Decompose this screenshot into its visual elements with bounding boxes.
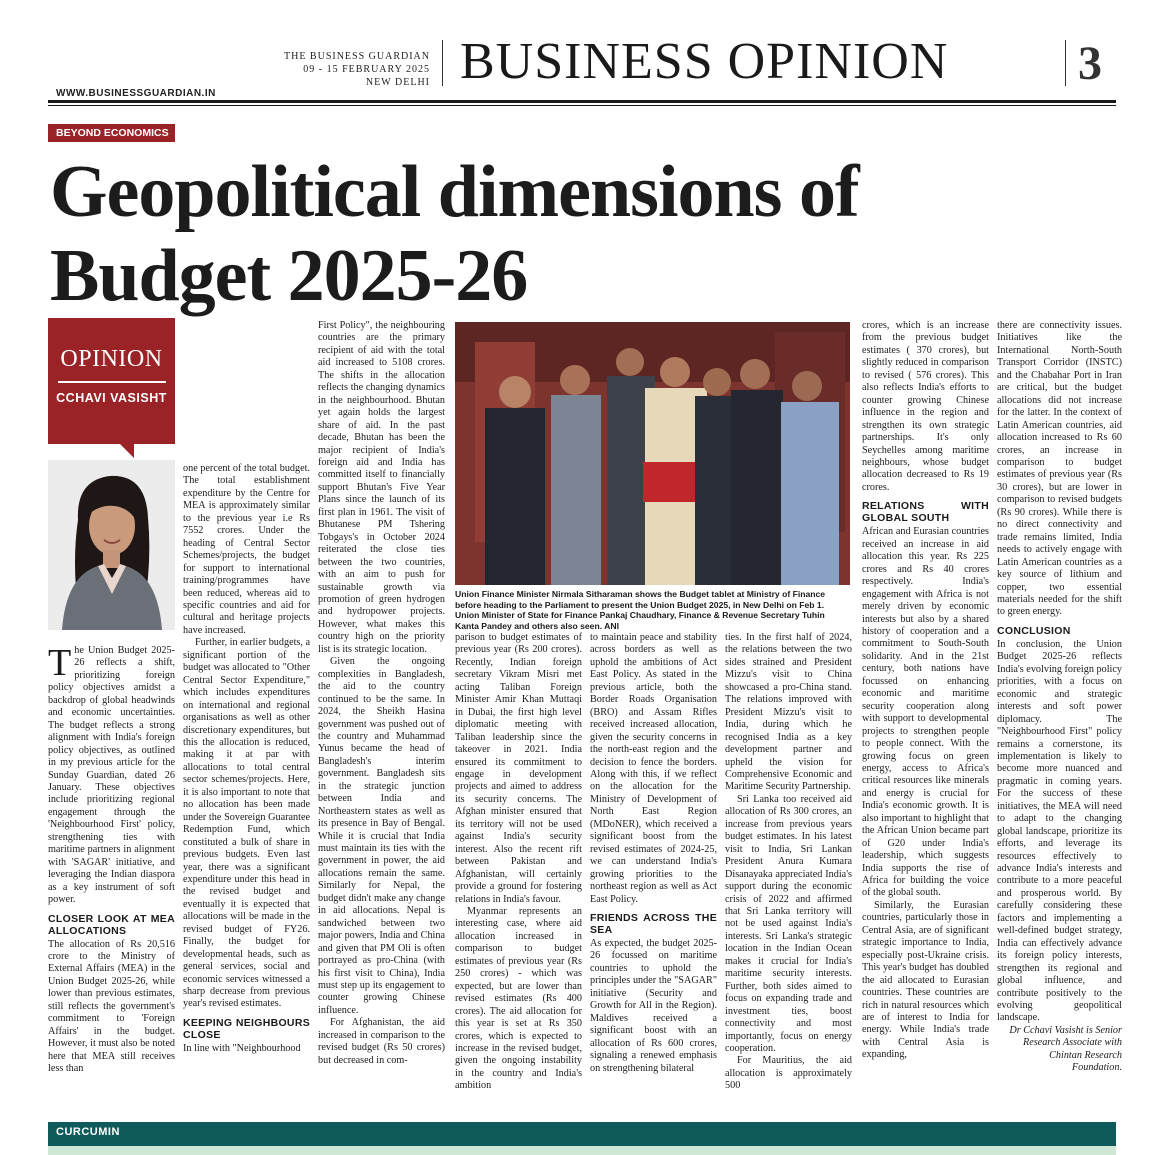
masthead-info <box>284 50 430 89</box>
paragraph: there are connectivity issues. Initiatives like the International North-South Transport Corridor (INSTC) and the Chabahar Port in Iran are critical, but the budget allocations did not increase for the latter. In the context of Latin American countries, aid allocation increased to Rs 60 crores, an increase in comparison to budget estimates of previous year (Rs 30 crores), but are lower in comparison to revised budgets (Rs 90 crores). While there is no direct connectivity and trade remains limited, India needs to actively engage with Latin American countries as a key source of lithium and copper, two essential materials needed for the shift to green energy. <box>997 320 1122 618</box>
author-portrait <box>48 460 175 630</box>
paragraph: one percent of the total budget. The total establishment expenditure by the Centre for MEA is approximately similar to the previous year i.e Rs 7552 crores. Under the heading of Central Sector Schemes/projects, the budget for support to international training/programmes have been reduced, whereas aid to specific countries and aid for cultural and heritage projects have increased. <box>183 463 310 636</box>
header-rule-thin <box>48 105 1116 106</box>
subheading: FRIENDS ACROSS THE SEA <box>590 911 717 936</box>
subheading: CLOSER LOOK AT MEA ALLOCATIONS <box>48 912 175 937</box>
issue-dates: 09 - 15 FEBRUARY 2025 <box>303 64 430 75</box>
opinion-box <box>48 318 175 444</box>
paragraph: to maintain peace and stability across borders as well as uphold the ambitions of Act East Policy. As stated in the previous article, both the Border Roads Organisation (BRO) and Assam Rifles received increased allocation, given the security concerns in the north-east region and the decision to fence the borders. Along with this, if we reflect on the allocation for the Ministry of Development of North East Region (MDoNER), which received a significant boost from the revised estimates of 2024-25, we can understand India's growing priorities to the northeast region as well as Act East Policy. <box>590 632 717 905</box>
section-kicker: BEYOND ECONOMICS <box>48 124 175 142</box>
headline-line-2: Budget 2025-26 <box>50 235 528 317</box>
photo-caption: Union Finance Minister Nirmala Sitharaman shows the Budget tablet at Ministry of Finance before heading to the Parliament to present the Union Budget 2025, in New Delhi on Feb 1. Union Minister of State for Finance Pankaj Chaudhary, Finance & Revenue Secretary Tuhin Kanta Pandey and others also seen. ANI <box>455 589 826 631</box>
photo-illustration <box>455 322 850 585</box>
paragraph <box>48 642 175 907</box>
masthead-divider <box>442 40 443 86</box>
paragraph: For Afghanistan, the aid increased in comparison to the revised budget (Rs 50 crores) but decreased in com- <box>318 1017 445 1066</box>
subheading: KEEPING NEIGHBOURS CLOSE <box>183 1016 310 1041</box>
paragraph: Similarly, the Eurasian countries, particularly those in Central Asia, are of significant strategic importance to India, especially post-Ukraine crisis. This year's budget has doubled the aid allocated to Eurasian countries. These countries are rich in natural resources which are of interest to India for energy. While India's trade with Central Asia is expanding, <box>862 899 989 1061</box>
author-name: CCHAVI VASISHT <box>56 391 167 405</box>
paragraph: ties. In the first half of 2024, the relations between the two sides strained and President Mizzu's visit to China showcased a pro-China stand. The relations improved with President Mizzu's visit to India, during which he recognised India as a key development partner and upheld the vision for Comprehensive Economic and Maritime Security Partnership. <box>725 632 852 793</box>
footer-strip <box>48 1146 1116 1155</box>
page-number: 3 <box>1078 37 1102 90</box>
paragraph: In conclusion, the Union Budget 2025-26 reflects India's evolving foreign policy priorities, with a focus on economic and strategic interests and soft power diplomacy. The "Neighbourhood First" policy remains a cornerstone, its implementation is likely to become more nuanced and pragmatic in coming years. For the success of these initiatives, the MEA will need to adapt to the changing global landscape, prioritize its efforts, and leverage its resources effectively to advance India's interests and contribute to a more peaceful and prosperous world. By carefully considering these factors and implementing a well-defined budget strategy, India can effectively advance its foreign policy interests, strengthen its regional and global influence, and contribute positively to the evolving geopolitical landscape. <box>997 638 1122 1024</box>
article-column-3 <box>318 320 445 1067</box>
opinion-pointer <box>120 444 134 458</box>
paragraph: Given the ongoing complexities in Bangladesh, the aid to the country continued to be the same. In 2024, the Sheikh Hasina government was pushed out of the country and Muhammad Yunus became the head of Bangladesh's interim government. Bangladesh sits in the strategic junction between India and Northeastern states as well as its presence in Bay of Bengal. While it is crucial that India must maintain its ties with the government in power, the aid allocations remain the same. Similarly for Nepal, the budget didn't make any change in aid allocations. Nepal is sandwiched between two major powers, India and China and given that PM Oli is often portrayed as pro-China (with his first visit to China), India must step up its engagement to counter growing Chinese influence. <box>318 656 445 1016</box>
paragraph: Further, in earlier budgets, a significant portion of the budget was allocated to "Other Central Sector Expenditure," which includes expenditures on international and regional organisations as well as other discretionary expenditures, but this the allocation is reduced, making it at par with allocations to total central sector schemes/projects. Here, it is also important to note that no allocation has been made under the Sovereign Guarantee Redemption Fund, which constituted a bulk of share in previous budgets. Even last year, there was a significant expenditure under this head in the revised budget and eventually it is expected that allocations will be made in the revised budget of FY26. Finally, the budget for developmental heads, such as general services, social and economic services witnessed a sharp decrease from previous year's revised estimates. <box>183 637 311 1010</box>
subheading: CONCLUSION <box>997 624 1071 637</box>
article-column-2 <box>183 463 310 1055</box>
footer-label: CURCUMIN <box>56 1126 120 1138</box>
paragraph: Myanmar represents an interesting case, where aid allocation increased in comparison to budget estimates of previous year (Rs 250 crores) - which was expected, but are lower than revised estimates (Rs 400 crores). The aid allocation for this year is set at Rs 350 crores, which is expected to increase in the revised budget, given the ongoing instability in the country and India's ambition <box>455 905 582 1092</box>
paragraph: The allocation of Rs 20,516 crore to the Ministry of External Affairs (MEA) in the Union Budget 2025-26, while lower than previous estimates, still reflects the government's commitment to 'Foreign Affairs' in the budget. However, it must also be noted here that MEA still receives less than <box>48 938 175 1075</box>
article-column-8 <box>997 320 1122 1075</box>
opinion-divider <box>58 381 166 383</box>
article-column-6 <box>725 632 852 1093</box>
website-url: WWW.BUSINESSGUARDIAN.IN <box>56 88 216 99</box>
paragraph: Sri Lanka too received aid allocation of Rs 300 crores, an increase from previous years budget estimates. In his latest visit to India, Sri Lankan President Anura Kumara Disanayaka appreciated India's support during the economic crisis of 2022 and affirmed that Sri Lanka territory will not be used against India's interests. Sri Lanka's strategic location in the Indian Ocean makes it crucial for India's maritime security interests. Further, both sides aimed to focus on expanding trade and investment ties, boost connectivity and most importantly, focus on energy cooperation. <box>725 793 852 1054</box>
paragraph-text: he Union Budget 2025-26 reflects a shift, prioritizing foreign policy objectives amidst a backdrop of global headwinds and economic uncertainties. The budget reflects a strong alignment with India's foreign policy objectives, as outlined in my previous article for the Sunday Guardian, dated 26 January. These objectives include prioritizing regional engagement through the 'Neighbourhood First' policy, strengthening ties with maritime partners in alignment with 'SAGAR' initiative, and leveraging the Indian diaspora as a key instrument of soft power. <box>48 645 175 906</box>
article-column-1 <box>48 642 175 1076</box>
section-title: BUSINESS OPINION <box>460 33 949 90</box>
subheading: RELATIONS WITH GLOBAL SOUTH <box>862 500 989 525</box>
paragraph: In line with "Neighbourhood <box>183 1042 301 1054</box>
paper-name: THE BUSINESS GUARDIAN <box>283 51 430 62</box>
drop-cap: T <box>48 642 72 684</box>
paragraph: African and Eurasian countries received an increase in aid allocation this year. Rs 225 crores and Rs 40 crores respectively. India's engagement with Africa is not merely driven by economic interests but also by a shared history of cooperation and a commitment to South-South solidarity. And in the 21st century, both nations have focussed on enhancing economic and maritime security cooperation along with support to developmental projects to strengthen people to people connect. With the growing focus on green energy, access to Africa's critical resources like minerals and energy is crucial for India's economic growth. It is also important to highlight that the African Union became part of G20 under India's leadership, which suggests India supports the rise of Africa for building the voice of the global south. <box>862 526 989 899</box>
author-note: Dr Cchavi Vasisht is Senior Research Associate with Chintan Research Foundation. <box>1009 1024 1122 1074</box>
article-column-7 <box>862 320 989 1062</box>
paragraph: First Policy", the neighbouring countries are the primary recipient of aid with the total aid increased to 5108 crores. The shifts in the allocation reflects the changing dynamics in the neighbourhood. Bhutan yet again holds the largest share of aid. In the past decade, Bhutan has been the major recipient of India's foreign aid and India has committed itself to financially support Bhutan's Five Year Plans since the launch of its first plan in 1961. The visit of Bhutanese PM Tshering Tobgays's in October 2024 reiterated the close ties between the two countries, with an aim to push for sustainable growth via promotion of green hydrogen and hydropower projects. However, what makes this country high on the priority list is its strategic location. <box>318 320 445 655</box>
footer-bar <box>48 1122 1116 1146</box>
budget-photo <box>455 322 850 585</box>
issue-city: NEW DELHI <box>365 77 430 88</box>
paragraph: crores, which is an increase from the previous budget estimates ( 370 crores), but slightly reduced in comparison to revised ( 576 crores). This also reflects India's efforts to counter growing Chinese influence in the region and strengthen its own strategic partnerships. It's only Seychelles among maritime neighbours, whose budget allocation decreased to Rs 19 crores. <box>862 320 989 493</box>
opinion-label: OPINION <box>60 346 163 372</box>
paragraph: For Mauritius, the aid allocation is approximately 500 <box>725 1055 852 1092</box>
article-headline <box>50 150 1110 318</box>
masthead-divider-right <box>1065 40 1066 86</box>
portrait-illustration <box>48 460 175 630</box>
header-rule <box>48 100 1116 103</box>
headline-line-1: Geopolitical dimensions of <box>50 151 859 233</box>
paragraph: parison to budget estimates of previous year (Rs 200 crores). Recently, Indian foreign secretary Vikram Misri met acting Taliban Foreign Minister Amir Khan Muttaqi in Dubai, the first high level diplomatic meeting with Taliban leadership since the takeover in 2021. India ensured its commitment to engage in development projects and aimed to address its security concerns. The Afghan minister ensured that its territory will not be used against India's security interest. Also the recent rift between Pakistan and Afghanistan, will certainly provide a ground for fostering relations in India's favour. <box>455 632 582 905</box>
article-column-4 <box>455 632 582 1093</box>
article-column-5 <box>590 632 717 1075</box>
paragraph: As expected, the budget 2025-26 focussed on maritime countries to uphold the principles under the "SAGAR" initiative (Security and Growth for All in the Region). Maldives received a significant boost with an allocation of Rs 600 crores, signaling a renewed emphasis on strengthening bilateral <box>590 937 717 1074</box>
